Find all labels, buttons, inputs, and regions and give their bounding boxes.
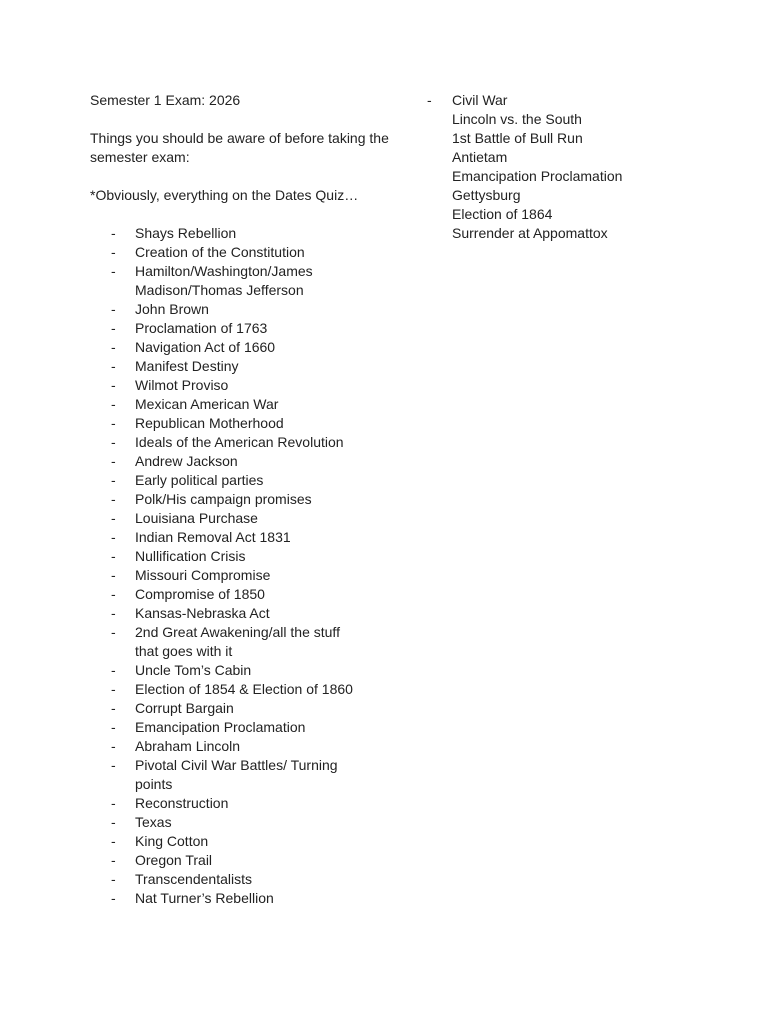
list-item <box>90 870 390 889</box>
list-item <box>90 471 390 490</box>
list-item <box>90 889 390 908</box>
list-item <box>90 395 390 414</box>
list-item-text: Emancipation Proclamation <box>135 719 306 735</box>
list-item-text: King Cotton <box>135 833 209 849</box>
list-item-text: Louisiana Purchase <box>135 510 258 526</box>
list-item-text: Abraham Lincoln <box>135 738 241 754</box>
intro-text: Things you should be aware of before taking the semester exam: <box>90 130 389 165</box>
list-item <box>90 604 390 623</box>
bullet-dash: - <box>111 567 116 583</box>
list-item-text: Nat Turner’s Rebellion <box>135 890 274 906</box>
bullet-dash: - <box>111 434 116 450</box>
bullet-dash: - <box>111 757 116 773</box>
civil-war-lines <box>452 110 727 243</box>
list-item-text: Ideals of the American Revolution <box>135 434 344 450</box>
list-item <box>90 623 390 661</box>
list-item-text: Texas <box>135 814 172 830</box>
left-column <box>90 91 390 908</box>
bullet-dash: - <box>111 244 116 260</box>
bullet-dash: - <box>111 852 116 868</box>
list-item-text: Manifest Destiny <box>135 358 239 374</box>
bullet-dash: - <box>111 301 116 317</box>
bullet-dash: - <box>111 662 116 678</box>
list-item <box>90 300 390 319</box>
list-item-text: Uncle Tom’s Cabin <box>135 662 252 678</box>
dates-quiz-note: *Obviously, everything on the Dates Quiz… <box>90 187 359 203</box>
list-item <box>90 585 390 604</box>
list-item-text: Corrupt Bargain <box>135 700 234 716</box>
list-item-text: Republican Motherhood <box>135 415 284 431</box>
list-item-text: Hamilton/Washington/James Madison/Thomas Jefferson <box>135 263 313 298</box>
list-item <box>90 699 390 718</box>
list-item <box>90 813 390 832</box>
list-item-text: Shays Rebellion <box>135 225 237 241</box>
bullet-dash: - <box>111 491 116 507</box>
list-item <box>90 737 390 756</box>
list-item <box>90 357 390 376</box>
bullet-dash: - <box>111 320 116 336</box>
bullet-dash: - <box>111 605 116 621</box>
bullet-dash: - <box>427 92 432 108</box>
right-column <box>427 91 727 243</box>
list-item-text: Nullification Crisis <box>135 548 246 564</box>
bullet-dash: - <box>111 700 116 716</box>
list-item-text: Transcendentalists <box>135 871 252 887</box>
list-item <box>90 433 390 452</box>
bullet-dash: - <box>111 415 116 431</box>
bullet-dash: - <box>111 339 116 355</box>
list-item-text: Early political parties <box>135 472 264 488</box>
list-item-text: Election of 1854 & Election of 1860 <box>135 681 353 697</box>
list-item-text: Kansas-Nebraska Act <box>135 605 270 621</box>
list-item <box>90 680 390 699</box>
list-item-text: Compromise of 1850 <box>135 586 265 602</box>
bullet-dash: - <box>111 624 116 640</box>
list-item-text: Andrew Jackson <box>135 453 238 469</box>
list-item <box>90 718 390 737</box>
list-item <box>90 661 390 680</box>
bullet-dash: - <box>111 814 116 830</box>
bullet-dash: - <box>111 719 116 735</box>
document-title: Semester 1 Exam: 2026 <box>90 92 241 108</box>
civil-war-block <box>427 91 727 243</box>
bullet-dash: - <box>111 510 116 526</box>
list-item-text: Wilmot Proviso <box>135 377 229 393</box>
list-item <box>90 756 390 794</box>
list-item-text: Creation of the Constitution <box>135 244 305 260</box>
list-item <box>90 376 390 395</box>
list-item <box>90 243 390 262</box>
bullet-dash: - <box>111 472 116 488</box>
list-item <box>90 528 390 547</box>
bullet-dash: - <box>111 377 116 393</box>
list-item <box>90 832 390 851</box>
bullet-dash: - <box>111 890 116 906</box>
list-item-text: Proclamation of 1763 <box>135 320 268 336</box>
list-item-text: Pivotal Civil War Battles/ Turning points <box>135 757 338 792</box>
list-item-text: Mexican American War <box>135 396 279 412</box>
list-item <box>90 338 390 357</box>
list-item <box>90 509 390 528</box>
bullet-dash: - <box>111 738 116 754</box>
list-item-text: Indian Removal Act 1831 <box>135 529 291 545</box>
list-item-text: Oregon Trail <box>135 852 213 868</box>
civil-war-heading: Civil War <box>452 92 508 108</box>
list-item <box>90 794 390 813</box>
list-item-text: 2nd Great Awakening/all the stuff that goes with it <box>135 624 340 659</box>
bullet-dash: - <box>111 529 116 545</box>
list-item <box>90 414 390 433</box>
bullet-dash: - <box>111 358 116 374</box>
list-item <box>90 490 390 509</box>
list-item <box>90 319 390 338</box>
list-item <box>90 224 390 243</box>
list-item-text: Navigation Act of 1660 <box>135 339 276 355</box>
civil-war-line: Lincoln vs. the South <box>452 111 582 127</box>
civil-war-line: Antietam <box>452 149 508 165</box>
bullet-dash: - <box>111 225 116 241</box>
bullet-dash: - <box>111 833 116 849</box>
list-item <box>90 851 390 870</box>
civil-war-line: Gettysburg <box>452 187 521 203</box>
list-item <box>90 452 390 471</box>
bullet-dash: - <box>111 263 116 279</box>
list-item <box>90 547 390 566</box>
civil-war-line: Emancipation Proclamation <box>452 168 623 184</box>
bullet-dash: - <box>111 453 116 469</box>
list-item-text: Missouri Compromise <box>135 567 271 583</box>
bullet-dash: - <box>111 396 116 412</box>
list-item-text: John Brown <box>135 301 209 317</box>
civil-war-line: Surrender at Appomattox <box>452 225 608 241</box>
list-item-text: Reconstruction <box>135 795 229 811</box>
bullet-dash: - <box>111 681 116 697</box>
civil-war-line: 1st Battle of Bull Run <box>452 130 583 146</box>
list-item-text: Polk/His campaign promises <box>135 491 312 507</box>
bullet-dash: - <box>111 795 116 811</box>
list-item <box>90 262 390 300</box>
bullet-dash: - <box>111 548 116 564</box>
civil-war-line: Election of 1864 <box>452 206 553 222</box>
bullet-dash: - <box>111 586 116 602</box>
list-item <box>90 566 390 585</box>
bullet-dash: - <box>111 871 116 887</box>
topic-list <box>90 224 390 908</box>
